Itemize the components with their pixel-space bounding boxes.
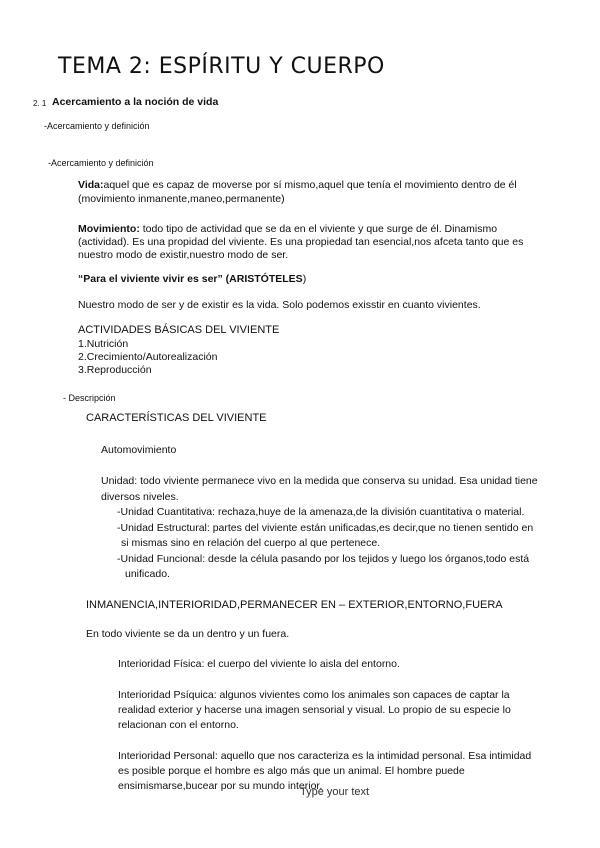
nuestro-modo: Nuestro modo de ser y de existir es la vida. Solo podemos exisstir en cuanto vivientes. xyxy=(78,299,481,311)
vida-text: aquel que es capaz de moverse por sí mismo,aquel que tenía el movimiento dentro de él xyxy=(103,179,517,191)
movimiento-line-3: nuestro modo de existir,nuestro modo de ser. xyxy=(78,249,289,261)
unidad-sub-item: unificado. xyxy=(125,568,170,580)
text-box-placeholder[interactable]: Type your text xyxy=(300,786,370,798)
interioridad-fisica: Interioridad Física: el cuerpo del viviente lo aisla del entorno. xyxy=(118,658,400,670)
inmanencia-heading: INMANENCIA,INTERIORIDAD,PERMANECER EN – EXTERIOR,ENTORNO,FUERA xyxy=(86,599,503,611)
quote-author: (ARISTÓTELES xyxy=(222,273,303,285)
movimiento-line-2: (actividad). Es una propidad del viviente. Es una propiedad tan esencial,nos afceta tanto que es xyxy=(78,236,524,248)
personal-line-3: ensimismarse,bucear por su mundo interior. xyxy=(118,780,323,792)
caracteristicas-heading: CARACTERÍSTICAS DEL VIVIENTE xyxy=(86,412,267,424)
quote xyxy=(78,273,306,285)
subheading-2: -Acercamiento y definición xyxy=(48,158,154,168)
subheading-1: -Acercamiento y definición xyxy=(44,121,150,131)
page-title: TEMA 2: ESPÍRITU Y CUERPO xyxy=(58,54,385,79)
unidad-sub-item: -Unidad Funcional: desde la célula pasando por los tejidos y luego los órganos,todo está xyxy=(117,553,530,565)
descripcion-label: - Descripción xyxy=(63,393,116,403)
psiquica-line-1: Interioridad Psíquica: algunos vivientes como los animales son capaces de captar la xyxy=(118,689,510,701)
actividad-item: 1.Nutrición xyxy=(78,338,129,350)
section-heading: Acercamiento a la noción de vida xyxy=(52,96,219,108)
quote-close: ) xyxy=(302,273,307,285)
vida-line-1 xyxy=(78,179,517,191)
actividad-item: 3.Reproducción xyxy=(78,364,152,376)
movimiento-text: todo tipo de actividad que se da en el viviente y que surge de él. Dinamismo xyxy=(139,223,498,235)
unidad-line-1: Unidad: todo viviente permanece vivo en la medida que conserva su unidad. Esa unidad tiene xyxy=(101,475,538,487)
unidad-sub-item: -Unidad Estructural: partes del viviente están unificadas,es decir,que no tienen sentido en xyxy=(117,522,534,534)
vida-term: Vida: xyxy=(78,179,104,191)
automovimiento: Automovimiento xyxy=(101,444,177,456)
actividad-item: 2.Crecimiento/Autorealización xyxy=(78,351,218,363)
personal-line-2: es posible porque el hombre es algo más que un animal. El hombre puede xyxy=(118,765,465,777)
unidad-sub-item: -Unidad Cuantitativa: rechaza,huye de la amenaza,de la división cuantitativa o material. xyxy=(117,506,525,518)
quote-text: “Para el viviente vivir es ser” xyxy=(78,273,223,285)
personal-line-1: Interioridad Personal: aquello que nos caracteriza es la intimidad personal. Esa intimidad xyxy=(118,750,532,762)
en-todo: En todo viviente se da un dentro y un fuera. xyxy=(86,628,290,640)
psiquica-line-2: realidad exterior y hacerse una imagen sensorial y visual. Lo propio de su especie lo xyxy=(118,704,511,716)
actividades-heading: ACTIVIDADES BÁSICAS DEL VIVIENTE xyxy=(78,324,280,336)
psiquica-line-3: relacionan con el entorno. xyxy=(118,719,239,731)
movimiento-term: Movimiento: xyxy=(78,223,140,235)
section-number: 2. 1 xyxy=(33,99,47,108)
unidad-sub-item: si mismas sino en relación del cuerpo al que pertenece. xyxy=(121,537,381,549)
unidad-line-2: diversos niveles. xyxy=(101,491,179,503)
vida-line-2: (movimiento inmanente,maneo,permanente) xyxy=(78,193,285,205)
movimiento-line-1 xyxy=(78,223,497,235)
